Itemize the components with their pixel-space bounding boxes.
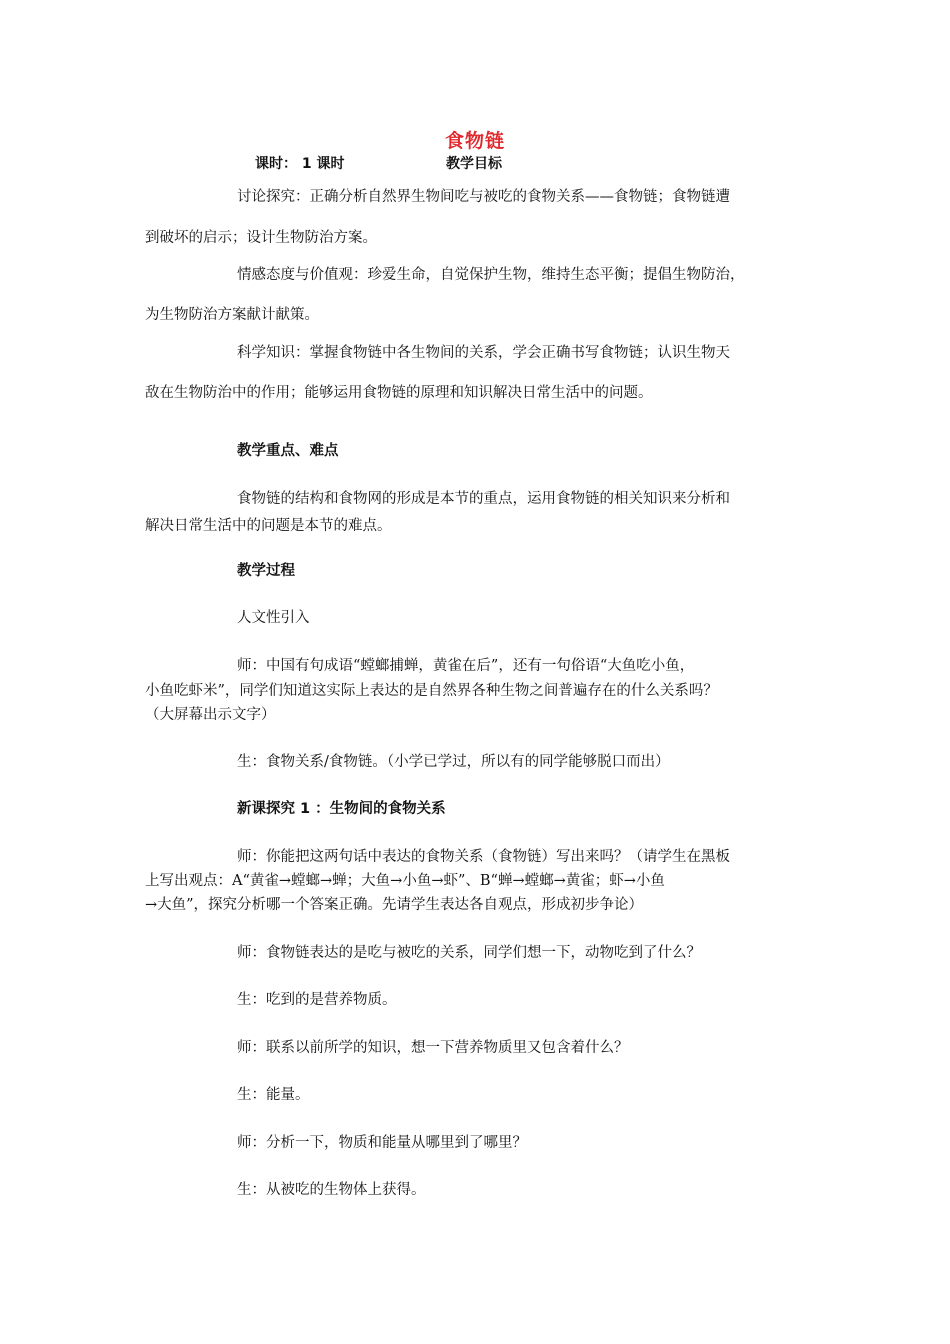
intro-label: 人文性引入 — [237, 610, 310, 626]
paragraph-line: 生：食物关系/食物链。（小学已学过，所以有的同学能够脱口而出） — [237, 754, 670, 770]
paragraph-line: 小鱼吃虾米”，同学们知道这实际上表达的是自然界各种生物之间普遍存在的什么关系吗？ — [145, 683, 718, 699]
paragraph-line: 食物链的结构和食物网的形成是本节的重点，运用食物链的相关知识来分析和 — [237, 491, 730, 507]
paragraph-line: 生：从被吃的生物体上获得。 — [237, 1182, 426, 1198]
paragraph-line: （大屏幕出示文字） — [145, 707, 276, 723]
paragraph-line: 到破坏的启示；设计生物防治方案。 — [145, 230, 377, 246]
paragraph-line: 敌在生物防治中的作用；能够运用食物链的原理和知识解决日常生活中的问题。 — [145, 385, 653, 401]
document-title: 食物链 — [444, 130, 505, 152]
paragraph-line: →大鱼”，探究分析哪一个答案正确。先请学生表达各自观点，形成初步争论） — [145, 897, 644, 913]
process-heading: 教学过程 — [237, 563, 295, 579]
paragraph-line: 情感态度与价值观：珍爱生命，自觉保护生物，维持生态平衡；提倡生物防治， — [237, 267, 745, 283]
paragraph-line: 师：联系以前所学的知识，想一下营养物质里又包含着什么？ — [237, 1040, 629, 1056]
paragraph-line: 为生物防治方案献计献策。 — [145, 307, 319, 323]
paragraph-line: 上写出观点：A“黄雀→螳螂→蝉；大鱼→小鱼→虾”、B“蝉→螳螂→黄雀；虾→小鱼 — [145, 873, 665, 889]
paragraph-line: 师：你能把这两句话中表达的食物关系（食物链）写出来吗？（请学生在黑板 — [237, 849, 730, 865]
paragraph-line: 生：吃到的是营养物质。 — [237, 992, 397, 1008]
class-hours: 课时： 1 课时 — [255, 156, 345, 172]
paragraph-line: 讨论探究：正确分析自然界生物间吃与被吃的食物关系——食物链；食物链遭 — [237, 189, 730, 205]
paragraph-line: 师：食物链表达的是吃与被吃的关系，同学们想一下，动物吃到了什么？ — [237, 945, 701, 961]
paragraph-line: 科学知识：掌握食物链中各生物间的关系，学会正确书写食物链；认识生物天 — [237, 345, 730, 361]
objectives-heading: 教学目标 — [446, 156, 502, 172]
paragraph-line: 师：中国有句成语“螳螂捕蝉，黄雀在后”，还有一句俗语“大鱼吃小鱼， — [237, 658, 695, 674]
key-points-heading: 教学重点、难点 — [237, 443, 339, 459]
paragraph-line: 师：分析一下，物质和能量从哪里到了哪里？ — [237, 1135, 527, 1151]
paragraph-line: 生：能量。 — [237, 1087, 310, 1103]
paragraph-line: 解决日常生活中的问题是本节的难点。 — [145, 518, 392, 534]
section1-heading: 新课探究 1 ：生物间的食物关系 — [237, 801, 446, 817]
